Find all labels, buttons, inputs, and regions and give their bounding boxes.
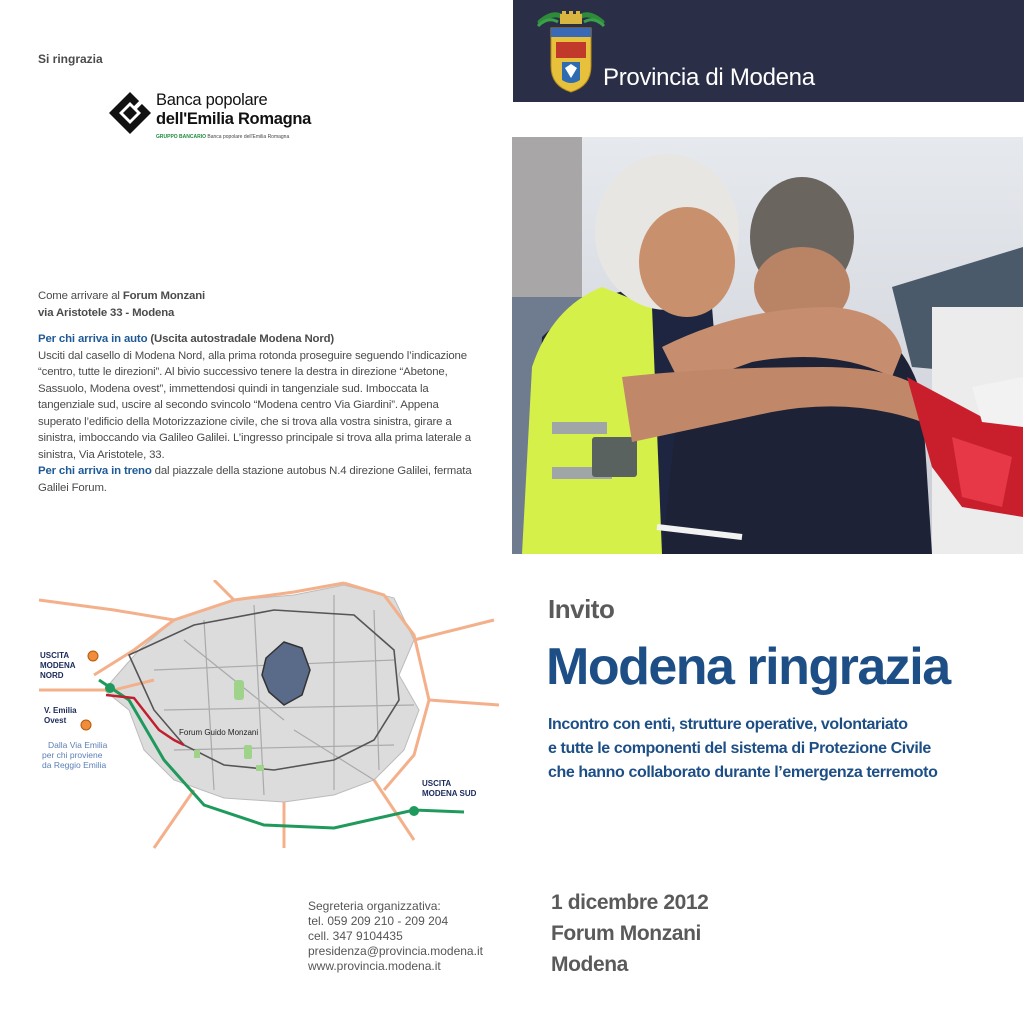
directions-address xyxy=(38,305,478,322)
car-text: Usciti dal casello di Modena Nord, alla prima rotonda proseguire seguendo l’indicazione “centro, tutte le direzioni”. Al bivio successivo tenere la destra in direzione “Abetone, Sassuolo, Modena ovest”, immettendosi quindi in tangenziale sud. Imboccata la tangenziale sud, uscire al secondo svincolo “Modena centro Via Giardini”. Appena superato l’edificio della Motorizzazione civile, che si trova alla vostra sinistra, girare a sinistra, imboccando via Galileo Galilei. L’ingresso principale si trova alla prima laterale a sinistra, Via Aristotele, 33. xyxy=(38,349,471,461)
subtitle xyxy=(548,713,937,785)
address-text: via Aristotele 33 - Modena xyxy=(38,306,175,319)
emilia-ovest-line1: V. Emilia xyxy=(44,706,77,715)
exit-north-line1: USCITA xyxy=(40,651,70,660)
exit-north-line3: NORD xyxy=(40,671,64,680)
bank-logo-icon xyxy=(108,91,152,135)
train-directions xyxy=(38,463,478,496)
exit-south-line1: USCITA xyxy=(422,779,452,788)
exit-north-line2: MODENA xyxy=(40,661,76,670)
directions-block xyxy=(38,288,478,496)
event-info xyxy=(551,887,708,980)
hug-photo xyxy=(512,137,1023,554)
location-map xyxy=(34,580,504,850)
invite-label: Invito xyxy=(548,594,615,624)
directions-intro xyxy=(38,288,478,305)
emilia-ovest-marker xyxy=(81,720,91,730)
sponsor-name-line2: dell'Emilia Romagna xyxy=(156,110,312,128)
emilia-note-line2: per chi proviene xyxy=(42,750,103,760)
sponsor-logo xyxy=(108,88,332,146)
event-venue: Forum Monzani xyxy=(551,922,701,945)
directions-intro-place: Forum Monzani xyxy=(122,290,206,302)
car-label: Per chi arriva in auto xyxy=(38,333,148,345)
sponsor-name-line1: Banca popolare xyxy=(156,91,268,109)
secretary-web[interactable]: www.provincia.modena.it xyxy=(308,959,441,973)
exit-south-line2: MODENA SUD xyxy=(422,789,477,798)
sponsor-group-prefix: GRUPPO BANCARIO xyxy=(156,134,207,140)
emilia-note-line1: Dalla Via Emilia xyxy=(48,740,108,750)
event-date: 1 dicembre 2012 xyxy=(551,891,709,914)
exit-node-south xyxy=(409,806,419,816)
train-label: Per chi arriva in treno xyxy=(38,465,152,477)
directions-intro-prefix: Come arrivare al xyxy=(38,290,123,302)
secretary-title: Segreteria organizzativa: xyxy=(308,899,441,913)
sponsor-group-text: Banca popolare dell'Emilia Romagna xyxy=(207,134,290,140)
subtitle-line-2: e tutte le componenti del sistema di Protezione Civile xyxy=(548,740,931,757)
page-title: Modena ringrazia xyxy=(546,638,950,696)
emilia-note-line3: da Reggio Emilia xyxy=(42,760,107,770)
exit-node-north xyxy=(105,683,115,693)
train-text: dal piazzale della stazione autobus N.4 direzione Galilei, fermata Galilei Forum. xyxy=(38,465,472,494)
province-crest-icon xyxy=(534,8,608,94)
emilia-ovest-line2: Ovest xyxy=(44,716,67,725)
province-name: Provincia di Modena xyxy=(603,64,815,91)
sponsor-group xyxy=(156,134,289,140)
secretary-email[interactable]: presidenza@provincia.modena.it xyxy=(308,944,483,958)
secretary-cell: cell. 347 9104435 xyxy=(308,929,403,943)
subtitle-line-3: che hanno collaborato durante l’emergenza terremoto xyxy=(548,764,938,781)
thanks-label: Si ringrazia xyxy=(38,52,103,66)
exit-north-marker xyxy=(88,651,98,661)
secretary-tel: tel. 059 209 210 - 209 204 xyxy=(308,914,449,928)
event-city: Modena xyxy=(551,953,628,976)
forum-label: Forum Guido Monzani xyxy=(179,728,259,737)
secretary-contacts xyxy=(308,899,483,974)
subtitle-line-1: Incontro con enti, strutture operative, volontariato xyxy=(548,716,908,733)
car-exit: (Uscita autostradale Modena Nord) xyxy=(147,333,335,345)
car-directions xyxy=(38,331,478,463)
